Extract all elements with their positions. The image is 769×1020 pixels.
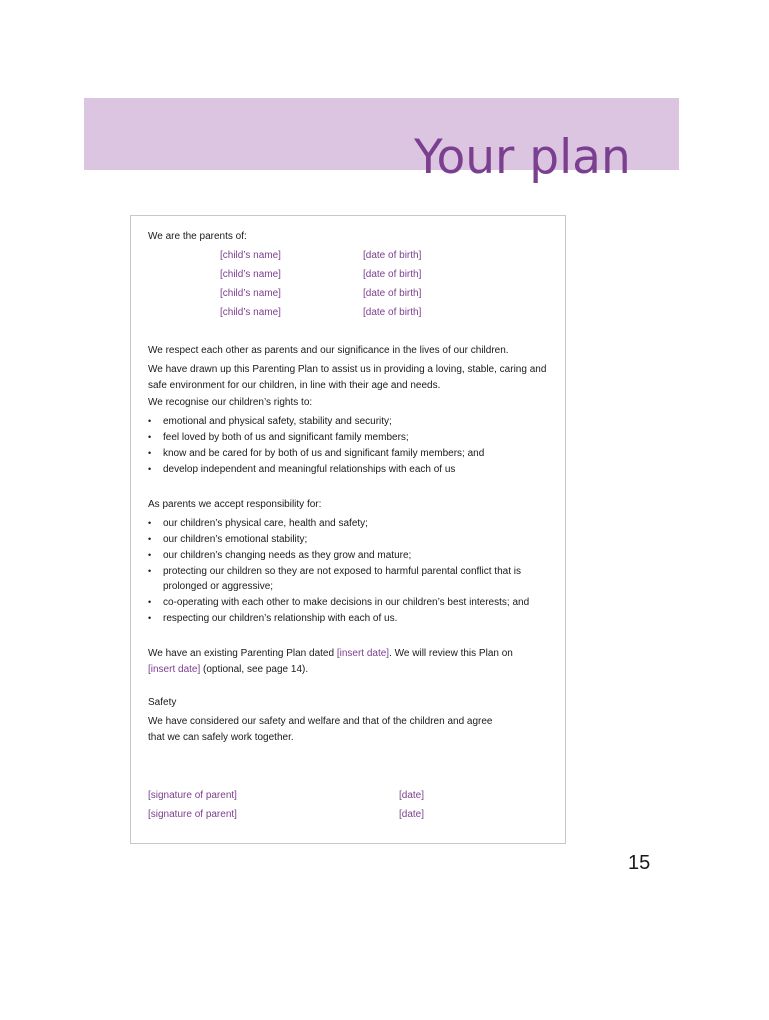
page-title: Your plan [414,130,631,185]
plan-purpose-statement: We have drawn up this Parenting Plan to assist us in providing a loving, stable, caring and safe environment for our children, in line with their age and needs. [148,364,547,391]
list-item: • feel loved by both of us and significant family members; [148,430,558,445]
parents-of-label: We are the parents of: [148,231,247,242]
rights-intro: We recognise our children’s rights to: [148,397,313,408]
rights-list [148,414,558,477]
child-row [220,305,558,324]
signature-date-field[interactable]: [date] [399,809,425,820]
list-item: • our children’s changing needs as they grow and mature; [148,548,558,563]
child-row [220,248,558,267]
child-row [220,286,558,305]
respect-statement: We respect each other as parents and our significance in the lives of our children. [148,345,509,356]
existing-plan-statement [148,646,518,678]
safety-heading: Safety [148,697,177,708]
review-date-field[interactable]: [insert date] [148,664,201,675]
list-item: • emotional and physical safety, stability and security; [148,414,558,429]
plan-content [148,229,558,826]
responsibility-list [148,516,558,626]
child-name-field[interactable]: [child’s name] [220,269,281,280]
signature-row [148,788,558,807]
child-dob-field[interactable]: [date of birth] [363,269,422,280]
child-dob-field[interactable]: [date of birth] [363,250,422,261]
children-list [220,248,558,324]
responsibility-intro: As parents we accept responsibility for: [148,499,322,510]
list-item: • develop independent and meaningful relationships with each of us [148,462,558,477]
existing-plan-text: We have an existing Parenting Plan dated [148,648,337,659]
optional-note: (optional, see page 14). [200,664,309,675]
list-item: • our children’s emotional stability; [148,532,558,547]
signature-date-field[interactable]: [date] [399,790,425,801]
list-item: • our children’s physical care, health and safety; [148,516,558,531]
child-row [220,267,558,286]
child-dob-field[interactable]: [date of birth] [363,288,422,299]
list-item: • protecting our children so they are not exposed to harmful parental conflict that is prolonged or aggressive; [148,564,558,594]
signature-field[interactable]: [signature of parent] [148,790,237,801]
signature-field[interactable]: [signature of parent] [148,809,237,820]
safety-statement: We have considered our safety and welfare and that of the children and agree that we can safely work together. [148,716,493,743]
existing-plan-date-field[interactable]: [insert date] [336,648,390,659]
child-name-field[interactable]: [child’s name] [220,250,281,261]
child-name-field[interactable]: [child’s name] [220,307,281,318]
signature-row [148,807,558,826]
page-number: 15 [628,852,651,874]
child-name-field[interactable]: [child’s name] [220,288,281,299]
list-item: • know and be cared for by both of us and significant family members; and [148,446,558,461]
review-text: . We will review this Plan on [389,648,513,659]
list-item: • co-operating with each other to make decisions in our children’s best interests; and [148,595,558,610]
list-item: • respecting our children’s relationship with each of us. [148,611,558,626]
child-dob-field[interactable]: [date of birth] [363,307,422,318]
